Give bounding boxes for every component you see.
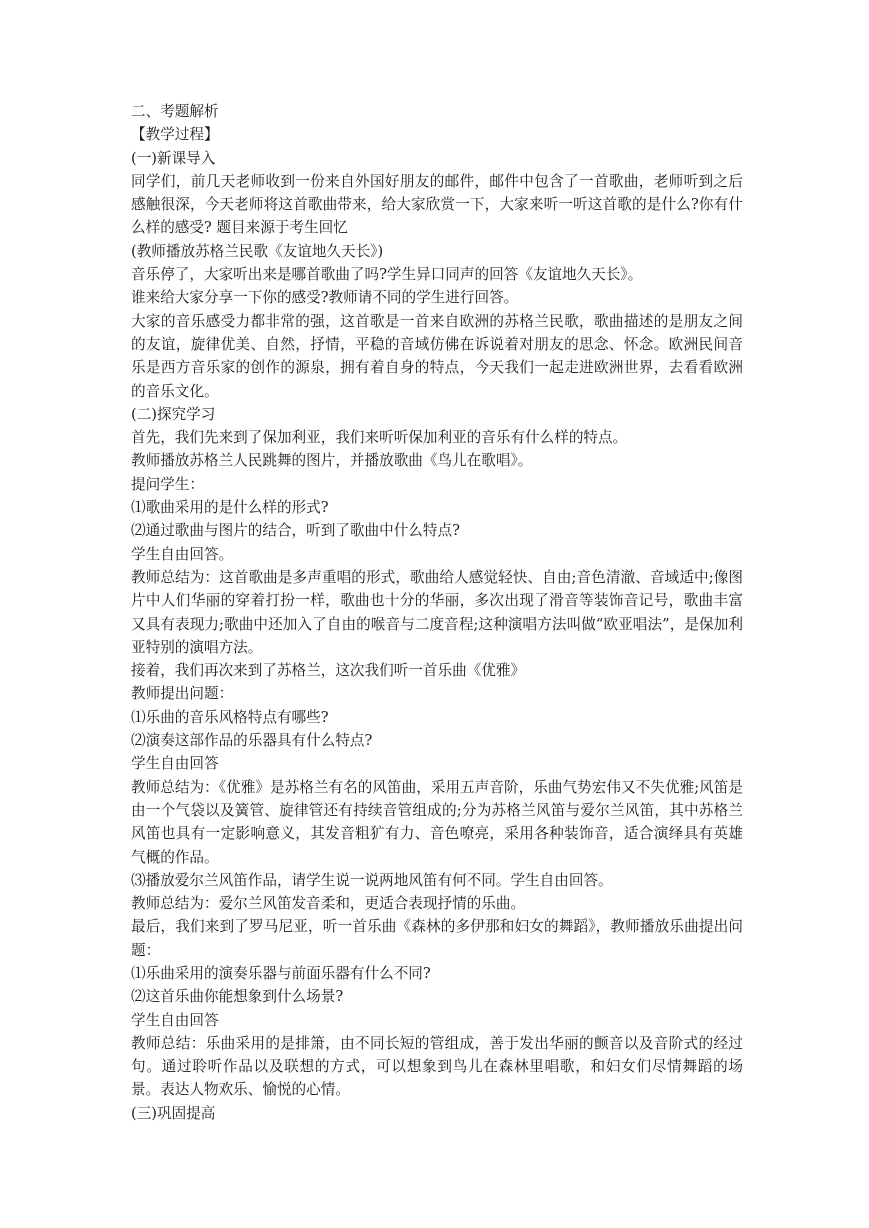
paragraph-students-answer: 学生自由回答。 [131, 545, 234, 563]
paragraph-students-answer-2: 学生自由回答 [131, 755, 219, 773]
process-heading: 【教学过程】 [131, 126, 219, 144]
paragraph-summary-3: 教师总结为：爱尔兰风笛发音柔和，更适合表现抒情的乐曲。 [131, 895, 526, 913]
paragraph-bulgaria: 首先，我们先来到了保加利亚，我们来听听保加利亚的音乐有什么样的特点。 [131, 429, 628, 447]
paragraph-europe-music: 大家的音乐感受力都非常的强，这首歌是一首来自欧洲的苏格兰民歌，歌曲描述的是朋友之间的友谊，旋律优美、自然，抒情，平稳的音域仿佛在诉说着对朋友的思念、怀念。欧洲民间音乐是西方音乐家的创作的源泉，拥有着自身的特点，今天我们一起走进欧洲世界，去看看欧洲的音乐文化。 [131, 312, 743, 400]
paragraph-summary-4: 教师总结：乐曲采用的是排箫，由不同长短的管组成，善于发出华丽的颤音以及音阶式的经过句。通过聆听作品以及联想的方式，可以想象到鸟儿在森林里唱歌，和妇女们尽情舞蹈的场景。表达人物欢乐、愉悦的心情。 [131, 1034, 743, 1099]
paragraph-summary-2: 教师总结为：《优雅》是苏格兰有名的风笛曲，采用五声音阶，乐曲气势宏伟又不失优雅;风笛是由一个气袋以及簧管、旋律管还有持续音管组成的;分为苏格兰风笛与爱尔兰风笛，其中苏格兰风笛也具有一定影响意义，其发音粗犷有力、音色嘹亮，采用各种装饰音，适合演绎具有英雄气概的作品。 [131, 778, 743, 866]
question-3: ⑴乐曲的音乐风格特点有哪些? [131, 708, 329, 726]
paragraph-students-answer-3: 学生自由回答 [131, 1011, 219, 1029]
question-6: ⑵这首乐曲你能想象到什么场景? [131, 988, 344, 1006]
paragraph-intro: 同学们，前几天老师收到一份来自外国好朋友的邮件，邮件中包含了一首歌曲，老师听到之后感触很深，今天老师将这首歌曲带来，给大家欣赏一下，大家来听一听这首歌的是什么?你有什么样的感受? 题目来源于考生回忆 [131, 172, 743, 237]
paragraph-scotland: 接着，我们再次来到了苏格兰，这次我们听一首乐曲《优雅》 [131, 662, 526, 680]
paragraph-ask-students: 提问学生： [131, 475, 204, 493]
paragraph-teacher-questions: 教师提出问题： [131, 685, 234, 703]
paragraph-play-birds: 教师播放苏格兰人民跳舞的图片，并播放歌曲《鸟儿在歌唱》。 [131, 452, 533, 470]
paragraph-summary-1: 教师总结为：这首歌曲是多声重唱的形式，歌曲给人感觉轻快、自由;音色清澈、音域适中;像图片中人们华丽的穿着打扮一样，歌曲也十分的华丽，多次出现了滑音等装饰音记号，歌曲丰富又具有表现力;歌曲中还加入了自由的喉音与二度音程;这种演唱方法叫做“欧亚唱法”，是保加利亚特别的演唱方法。 [131, 568, 743, 656]
part1-heading: (一)新课导入 [131, 149, 216, 167]
question-4: ⑵演奏这部作品的乐器具有什么特点? [131, 732, 373, 750]
section-title: 二、考题解析 [131, 103, 219, 120]
part3-heading: (三)巩固提高 [131, 1104, 216, 1122]
question-1: ⑴歌曲采用的是什么样的形式? [131, 499, 329, 517]
paragraph-irish-pipes: ⑶播放爱尔兰风笛作品，请学生说一说两地风笛有何不同。学生自由回答。 [131, 871, 613, 889]
paragraph-play-song: (教师播放苏格兰民歌《友谊地久天长》) [131, 242, 384, 260]
part2-heading: (二)探究学习 [131, 405, 216, 423]
question-2: ⑵通过歌曲与图片的结合，听到了歌曲中什么特点? [131, 522, 460, 540]
paragraph-music-stopped: 音乐停了，大家听出来是哪首歌曲了吗?学生异口同声的回答《友谊地久天长》。 [131, 266, 643, 284]
question-5: ⑴乐曲采用的演奏乐器与前面乐器有什么不同? [131, 964, 431, 982]
paragraph-romania: 最后，我们来到了罗马尼亚，听一首乐曲《森林的多伊那和妇女的舞蹈》，教师播放乐曲提出问题： [131, 918, 743, 959]
document-page [131, 100, 743, 1125]
paragraph-share-feelings: 谁来给大家分享一下你的感受?教师请不同的学生进行回答。 [131, 289, 519, 307]
